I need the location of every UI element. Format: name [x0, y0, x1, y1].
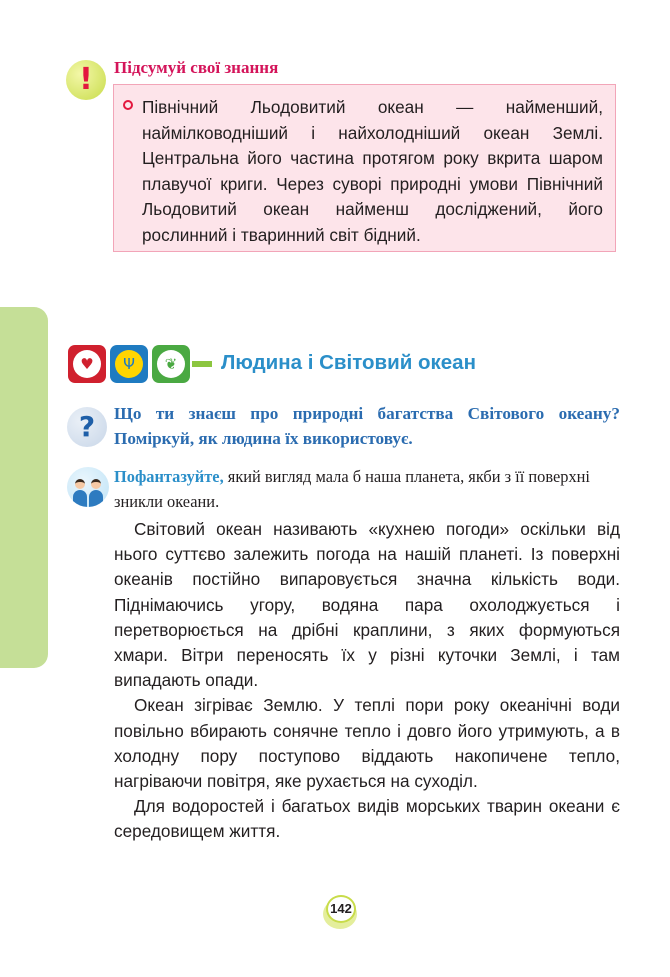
question-text: Що ти знаєш про природні багатства Світового океану? Поміркуй, як людина їх використовує. — [114, 404, 620, 448]
question-icon: ? — [67, 407, 107, 447]
section-connector-line — [192, 361, 212, 367]
body-text — [114, 517, 620, 845]
health-heart-icon: ♥ — [68, 345, 106, 383]
paragraph: Океан зігріває Землю. У теплі пори року океанічні води повільно вбирають сонячне тепло і довго його утримують, а в холодну пору поступово віддають накопичене тепло, нагріваючи повітря, яке рухається на суходіл. — [114, 695, 620, 792]
summary-text: Північний Льодовитий океан — найменший, наймілководніший і найхолодніший океан Землі. Центральна його частина протягом року вкрита шаром плавучої криги. Через суворі природні умови Північний Льодовитий океан найменш досліджений, його рослинний і тваринний світ бідний. — [142, 97, 603, 245]
paragraph: Світовий океан називають «кухнею погоди» оскільки від нього суттєво залежить погода на нашій планеті. Із поверхні океанів постійно випаровується значна кількість води. Піднімаючись угору, водяна пара охолоджується і перетворюється на дрібні краплини, з яких формуються хмари. Вітри переносять їх у різні куточки Землі, і там випадають опади. — [114, 519, 620, 691]
page-number-label: 142 — [330, 901, 352, 916]
summary-title: Підсумуй свої знання — [114, 58, 279, 77]
summary-box — [113, 84, 616, 252]
people-icon — [67, 467, 109, 507]
page-number — [321, 895, 359, 927]
paragraph: Для водоростей і багатьох видів морських тварин океани є середовищем життя. — [114, 796, 620, 842]
exclamation-icon: ! — [66, 60, 106, 100]
ukraine-coat-of-arms-icon: Ψ — [110, 345, 148, 383]
section-title: Людина і Світовий океан — [221, 351, 476, 374]
circle-bullet-icon — [123, 100, 133, 110]
side-tab-decoration — [0, 307, 48, 668]
imagine-task — [114, 464, 620, 514]
imagine-lead: Пофантазуйте, — [114, 467, 224, 486]
ecology-leaf-icon: ❦ — [152, 345, 190, 383]
imagine-text: який вигляд мала б наша планета, якби з її поверхні зникли океани. — [114, 467, 590, 511]
